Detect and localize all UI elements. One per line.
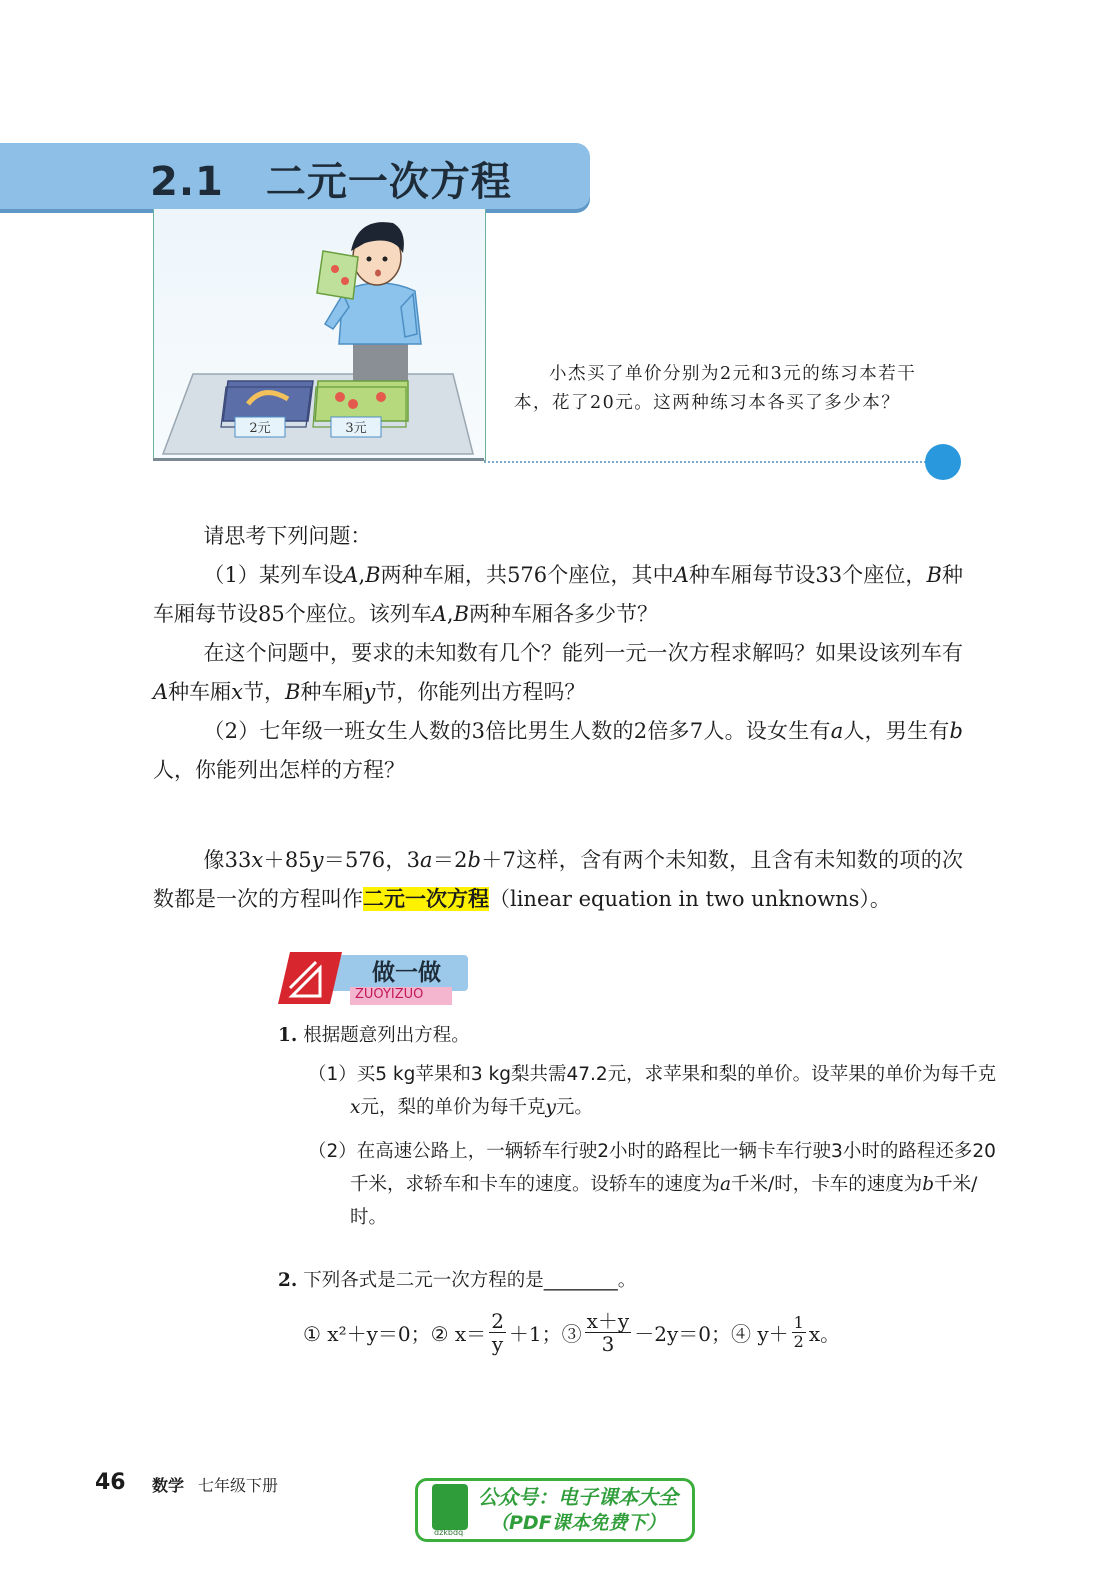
price-tag-3: 3元: [345, 421, 367, 436]
price-tag-2: 2元: [249, 421, 271, 436]
question-1: （1）某列车设A,B两种车厢，共576个座位，其中A种车厢每节设33个座位，B种车厢每节设85个座位。该列车A,B两种车厢各多少节？: [153, 563, 963, 626]
question-2: （2）七年级一班女生人数的3倍比男生人数的2倍多7人。设女生有a人，男生有b人，你能列出怎样的方程？: [153, 719, 963, 782]
exercise-1: 1. 根据题意列出方程。: [278, 1025, 470, 1046]
exercise-1-part-1: （1）买5 kg苹果和3 kg梨共需47.2元，求苹果和梨的单价。设苹果的单价为每千克x元，梨的单价为每千克y元。: [308, 1064, 997, 1118]
section-number: 2.1: [150, 159, 224, 205]
think-heading: 请思考下列问题：: [203, 524, 372, 548]
ad-line-1: 公众号：电子课本大全: [478, 1485, 678, 1509]
section-title: [150, 150, 512, 207]
exercise-2: 2. 下列各式是二元一次方程的是________。: [278, 1270, 637, 1291]
definition-term: 二元一次方程: [363, 887, 489, 911]
blue-dot-decoration: [925, 444, 961, 480]
intro-problem: 小杰买了单价分别为2元和3元的练习本若干本，花了20元。这两种练习本各买了多少本？: [514, 364, 917, 413]
fraction-2-over-y: $\frac{2}{y}$: [491, 1309, 504, 1356]
illustration-base-line: [153, 458, 484, 461]
zuoyizuo-title: 做一做: [372, 960, 441, 986]
section-name: 二元一次方程: [265, 159, 512, 205]
ad-icon-label: dzkbdq: [434, 1528, 464, 1537]
ad-line-2: （PDF课本免费下）: [490, 1512, 666, 1534]
exercise-2-options: ① x²＋y＝0；② x＝ $\frac{2}{y}$ ＋1；③ $\frac{x+y}{3}$ －2y＝0；④ y＋ $\frac{1}{2}$ x。: [303, 1309, 841, 1356]
book-icon: [432, 1484, 468, 1530]
dotted-divider: [484, 461, 930, 463]
ruler-triangle-icon: [276, 948, 344, 1008]
boy-buying-notebooks-illustration: [153, 209, 484, 461]
zuoyizuo-subtitle: ZUOYIZUO: [355, 987, 424, 1002]
definition-paragraph: 像33x＋85y＝576，3a＝2b＋7这样，含有两个未知数，且含有未知数的项的次数都是一次的方程叫作二元一次方程（linear equation in two unknowns）。: [153, 848, 963, 911]
fraction-x-plus-y-over-3: $\frac{x+y}{3}$: [586, 1309, 630, 1356]
fraction-1-over-2: $\frac{1}{2}$: [793, 1313, 804, 1351]
question-1-prompt: 在这个问题中，要求的未知数有几个？能列一元一次方程求解吗？如果设该列车有A种车厢x节，B种车厢y节，你能列出方程吗？: [153, 641, 963, 704]
think-section: [153, 517, 963, 790]
page-number: 46: [95, 1470, 126, 1495]
book-title: 数学 七年级下册: [152, 1476, 279, 1495]
exercise-1-part-2: （2）在高速公路上，一辆轿车行驶2小时的路程比一辆卡车行驶3小时的路程还多20千米，求轿车和卡车的速度。设轿车的速度为a千米/时，卡车的速度为b千米/时。: [308, 1141, 996, 1228]
